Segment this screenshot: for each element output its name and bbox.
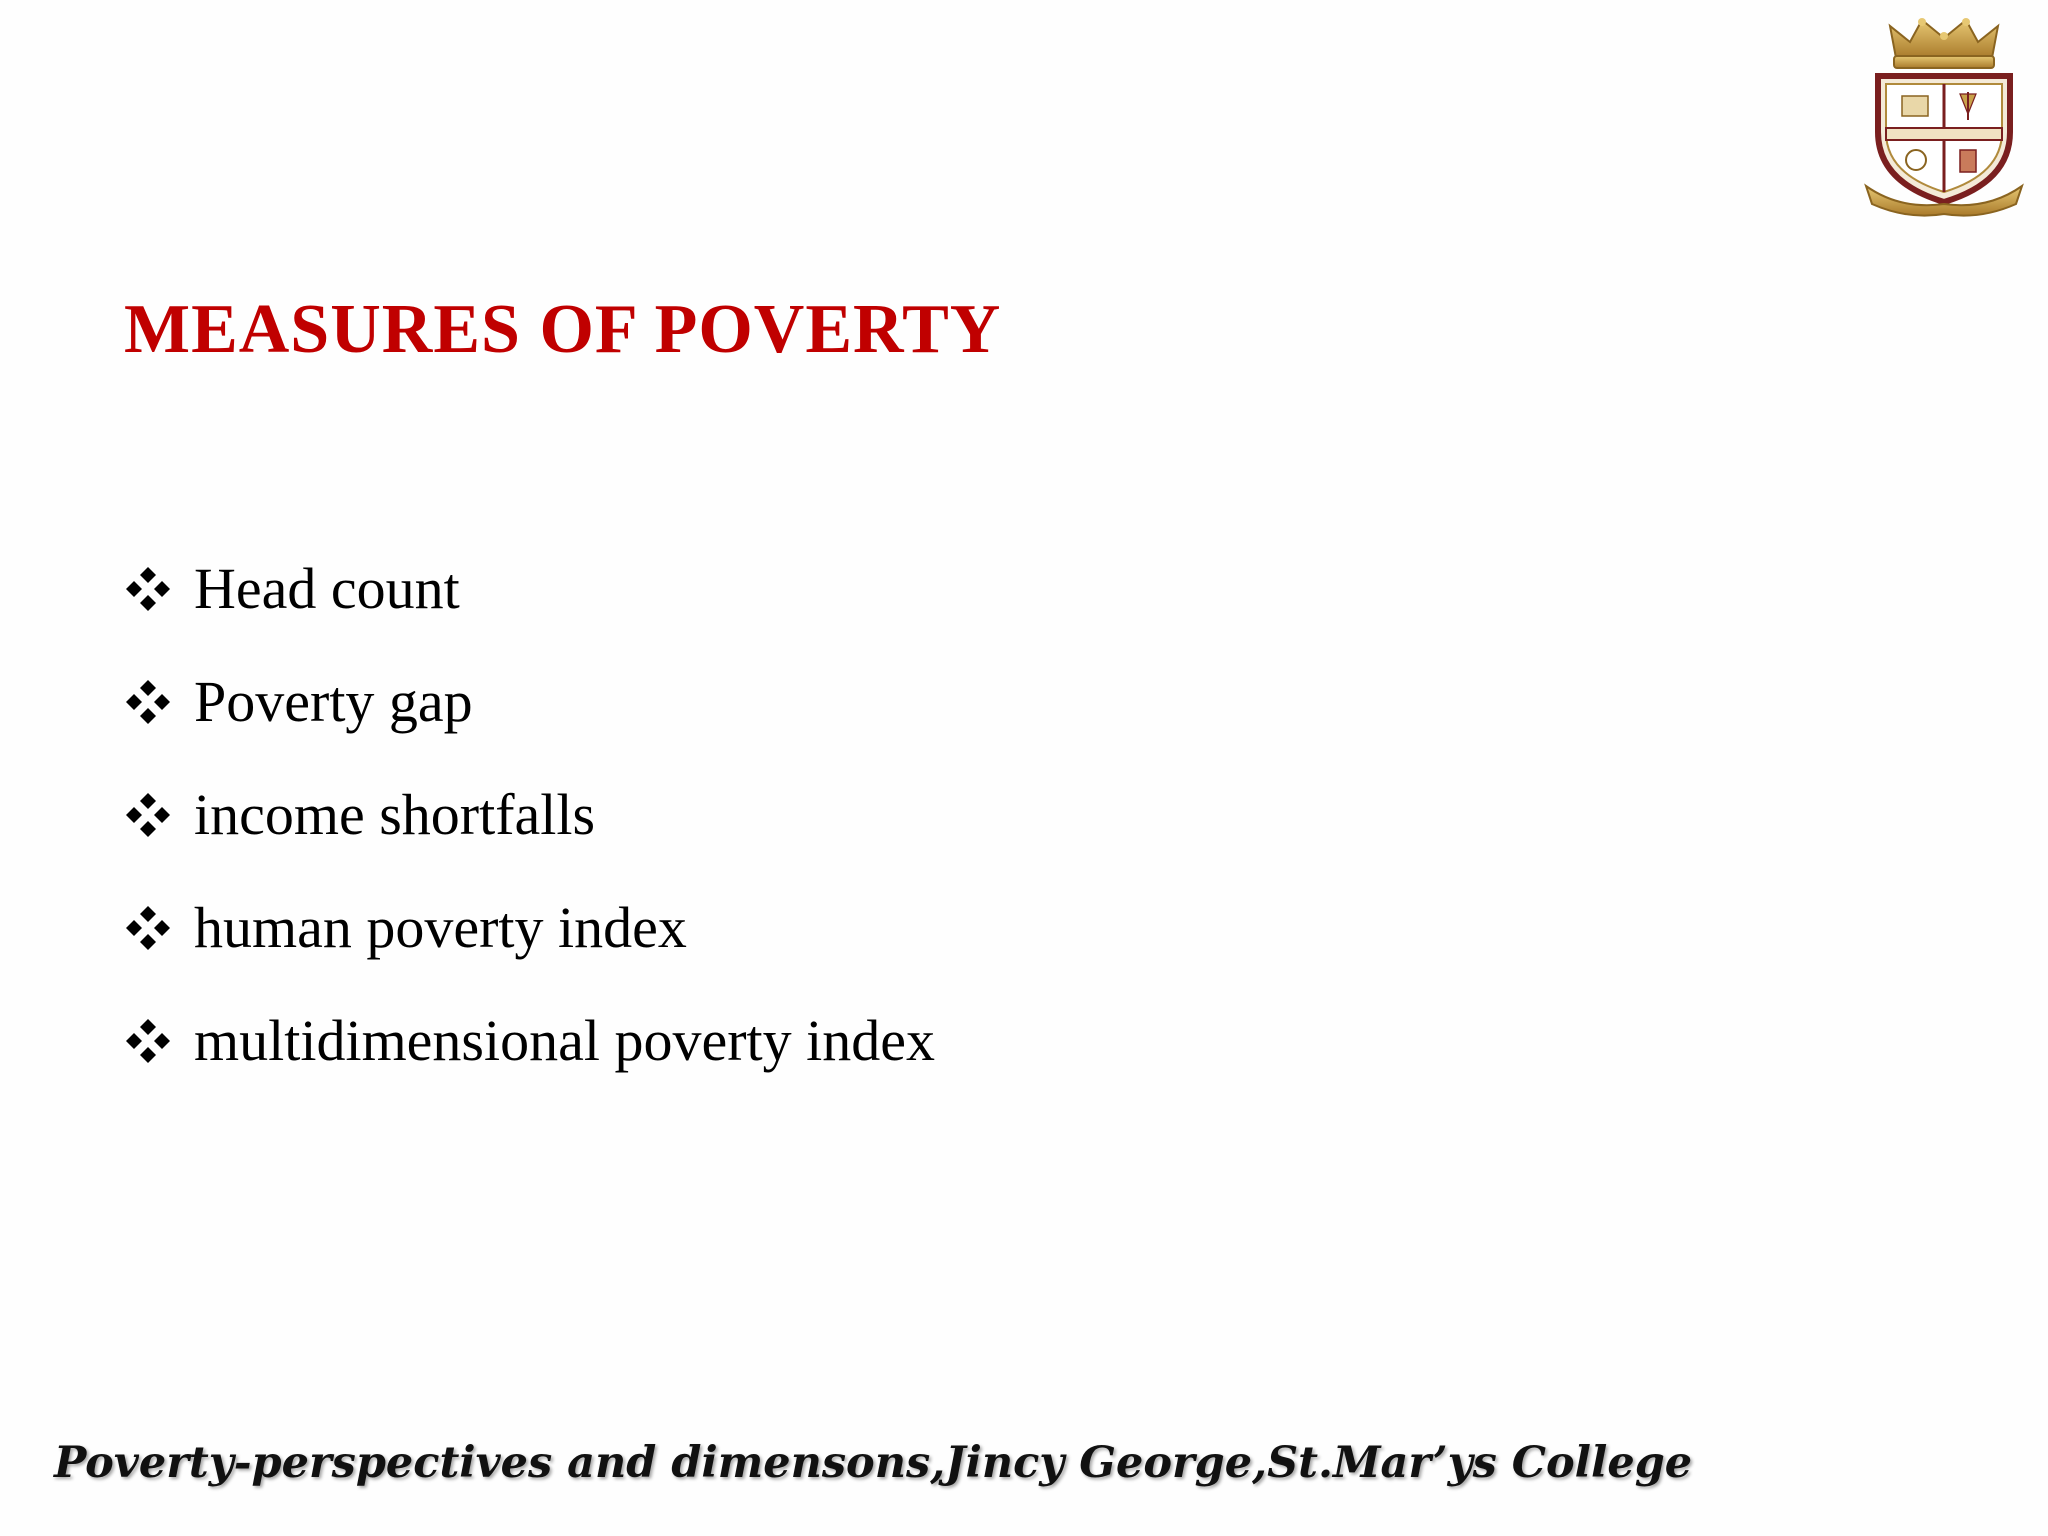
bullet-item-human-poverty-index: [124, 871, 935, 984]
four-diamond-bullet-icon: [124, 565, 172, 613]
bullet-label: Head count: [194, 556, 460, 621]
slide-footer: Poverty-perspectives and dimensons,Jincy George,St.Mar’ys College: [54, 1438, 1693, 1488]
bullet-list: [124, 532, 935, 1097]
four-diamond-bullet-icon: [124, 904, 172, 952]
bullet-label: Poverty gap: [194, 669, 473, 734]
bullet-label: multidimensional poverty index: [194, 1008, 936, 1073]
bullet-item-multidimensional-poverty-index: [124, 984, 935, 1097]
bullet-item-head-count: [124, 532, 935, 645]
four-diamond-bullet-icon: [124, 1017, 172, 1065]
bullet-label: human poverty index: [194, 895, 687, 960]
bullet-item-poverty-gap: [124, 645, 935, 758]
bullet-item-income-shortfalls: [124, 758, 935, 871]
slide-title: MEASURES OF POVERTY: [124, 291, 1002, 368]
bullet-label: income shortfalls: [194, 782, 596, 847]
four-diamond-bullet-icon: [124, 678, 172, 726]
four-diamond-bullet-icon: [124, 791, 172, 839]
college-crest-icon: [1860, 14, 2028, 220]
